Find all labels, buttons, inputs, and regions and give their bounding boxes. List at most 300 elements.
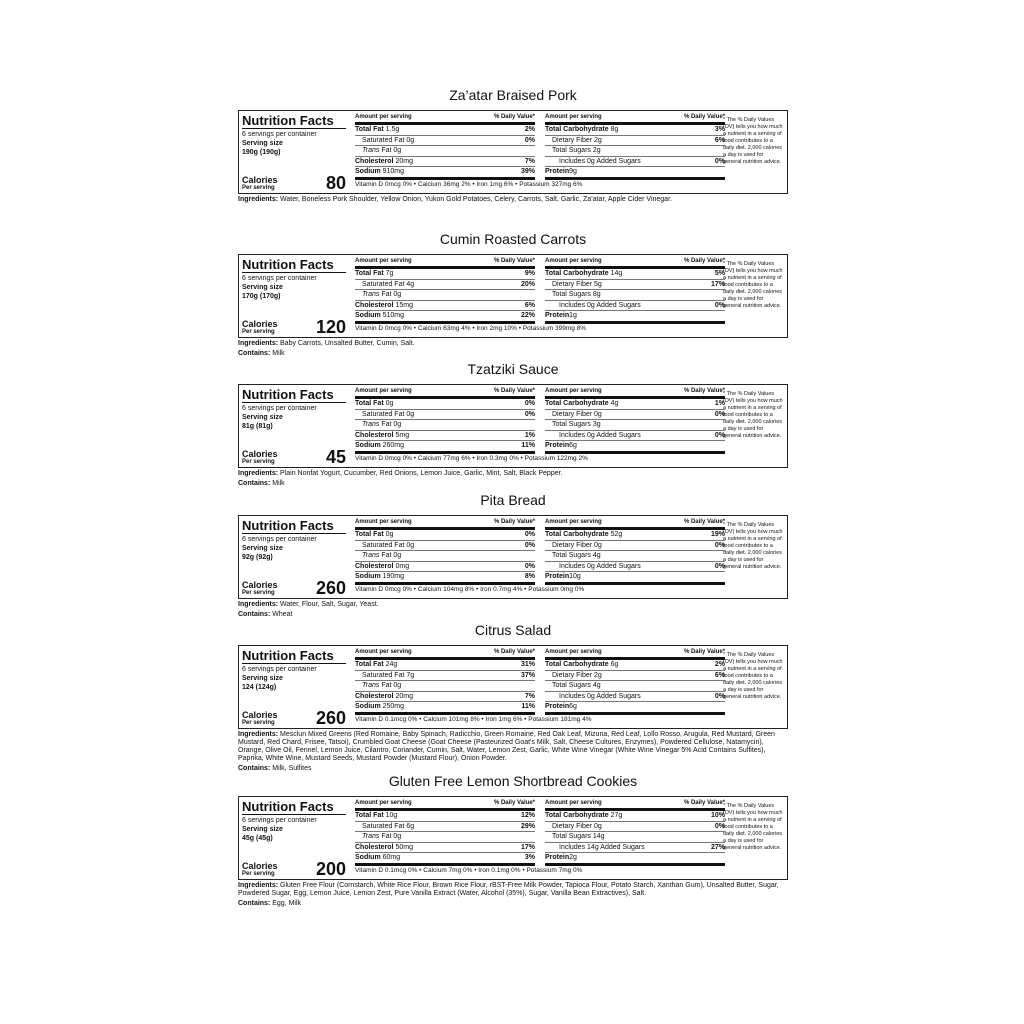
carb-label: Total Carbohydrate xyxy=(545,531,609,538)
added-sugars-label: Added Sugars xyxy=(596,692,641,700)
sugars-value: 8g xyxy=(592,291,601,298)
serving-size-value: 190g (190g) xyxy=(242,149,281,156)
sat-fat-label: Saturated Fat xyxy=(362,136,405,144)
fat-column xyxy=(355,646,535,715)
carb-label: Total Carbohydrate xyxy=(545,126,609,133)
total-fat-dv: 2% xyxy=(524,126,535,133)
calories-value: 260 xyxy=(315,578,346,598)
ingredients-text xyxy=(238,196,788,204)
sodium-label: Sodium xyxy=(355,573,381,580)
trans-fat-label: Fat xyxy=(381,147,392,154)
total-fat-dv: 31% xyxy=(520,661,535,668)
dv-footnote: * The % Daily Values (DV) tells you how much a nutrient in a serving of food contributes to a daily diet. 2,000 calories a day is used for general nutrition advice. xyxy=(723,261,783,309)
label-right-panel xyxy=(349,385,787,467)
contains-label: Contains: xyxy=(238,765,271,772)
fiber-label: Dietary Fiber xyxy=(552,410,593,418)
added-sugars-dv: 0% xyxy=(714,562,725,570)
sodium-value: 510mg xyxy=(382,312,405,319)
fiber-label: Dietary Fiber xyxy=(552,822,593,830)
dv-header: % Daily Value* xyxy=(493,258,535,264)
calories-block xyxy=(242,174,346,192)
sugars-value: 4g xyxy=(592,552,601,559)
added-sugars-dv: 0% xyxy=(714,692,725,700)
includes-label: Includes xyxy=(559,301,586,309)
carb-value: 6g xyxy=(610,661,619,668)
cholesterol-label: Cholesterol xyxy=(355,431,394,439)
product-title: Pita Bread xyxy=(480,492,546,508)
added-sugars-dv: 0% xyxy=(714,431,725,439)
dv-footnote: * The % Daily Values (DV) tells you how much a nutrient in a serving of food contributes to a daily diet. 2,000 calories a day is used for general nutrition advice. xyxy=(723,652,783,700)
product-section xyxy=(238,772,788,908)
trans-fat-label: Fat xyxy=(381,682,392,689)
sat-fat-label: Saturated Fat xyxy=(362,671,405,679)
vitamins-line: Vitamin D 0.1mcg 0% • Calcium 7mg 0% • Iron 0.1mg 0% • Potassium 7mg 0% xyxy=(355,867,583,874)
total-fat-value: 24g xyxy=(385,661,398,668)
contains-value: Milk, Sulfites xyxy=(272,765,312,772)
includes-label: Includes xyxy=(559,843,586,851)
nutrition-facts-heading: Nutrition Facts xyxy=(242,518,334,533)
dv-header: % Daily Value* xyxy=(493,388,535,394)
protein-value: 1g xyxy=(569,312,577,319)
calories-block xyxy=(242,709,346,727)
fiber-dv: 0% xyxy=(714,541,725,549)
contains-text xyxy=(238,350,788,358)
protein-value: 6g xyxy=(569,703,577,710)
cholesterol-dv: 7% xyxy=(524,157,535,165)
ingredients-value: Water, Flour, Salt, Sugar, Yeast. xyxy=(280,601,379,608)
calories-label: Calories xyxy=(242,580,278,590)
total-fat-value: 10g xyxy=(385,812,398,819)
protein-value: 9g xyxy=(569,168,577,175)
product-section xyxy=(238,360,788,488)
label-right-panel xyxy=(349,516,787,598)
carb-label: Total Carbohydrate xyxy=(545,270,609,277)
ingredients-label: Ingredients: xyxy=(238,601,279,608)
sat-fat-dv: 20% xyxy=(520,280,535,288)
fat-column xyxy=(355,385,535,454)
protein-label: Protein xyxy=(545,703,570,710)
sodium-label: Sodium xyxy=(355,854,381,861)
calories-value: 45 xyxy=(325,447,346,467)
includes-label: Includes xyxy=(559,157,586,165)
total-fat-label: Total Fat xyxy=(355,531,384,538)
added-sugars-value: 14g xyxy=(587,843,599,851)
label-left-panel xyxy=(239,255,349,337)
carb-value: 52g xyxy=(610,531,623,538)
trans-fat-value: 0g xyxy=(393,552,402,559)
added-sugars-label: Added Sugars xyxy=(596,431,641,439)
includes-label: Includes xyxy=(559,431,586,439)
ingredients-label: Ingredients: xyxy=(238,731,279,738)
contains-text xyxy=(238,900,788,908)
sodium-value: 910mg xyxy=(382,168,405,175)
added-sugars-label: Added Sugars xyxy=(596,157,641,165)
carb-dv: 1% xyxy=(714,400,725,407)
fiber-label: Dietary Fiber xyxy=(552,541,593,549)
per-serving-label: Per serving xyxy=(242,590,275,596)
sugars-label: Total Sugars xyxy=(552,421,591,428)
product-section xyxy=(238,491,788,619)
total-fat-value: 1.5g xyxy=(385,126,400,133)
added-sugars-value: 0g xyxy=(587,692,595,700)
vitamins-line: Vitamin D 0mcg 0% • Calcium 36mg 2% • Iron 1mg 6% • Potassium 327mg 6% xyxy=(355,181,583,188)
trans-fat-value: 0g xyxy=(393,147,402,154)
ingredients-value: Gluten Free Flour (Cornstarch, White Rice Flour, Brown Rice Flour, rBST-Free Milk Powder, Tapioca Flour, Potato Starch, Xanthan Gum), Unsalted Butter, Sugar, Powdered Sugar, Egg, Lemon Juice, Lemon Zest, Pure Vanilla Extract (Water, Alcohol (35%), Sugar, Vanilla Bean Extractives), Salt. xyxy=(238,882,779,897)
ingredients-value: Baby Carrots, Unsalted Butter, Cumin, Salt. xyxy=(280,340,415,347)
total-fat-dv: 12% xyxy=(520,812,535,819)
sat-fat-dv: 0% xyxy=(524,136,535,144)
added-sugars-dv: 0% xyxy=(714,301,725,309)
dv-header: % Daily Value* xyxy=(683,800,725,806)
sodium-dv: 11% xyxy=(521,442,535,449)
sodium-value: 60mg xyxy=(382,854,401,861)
sat-fat-label: Saturated Fat xyxy=(362,280,405,288)
carb-dv: 5% xyxy=(714,270,725,277)
dv-header: % Daily Value* xyxy=(493,519,535,525)
label-right-panel xyxy=(349,797,787,879)
cholesterol-value: 15mg xyxy=(395,301,413,309)
carb-dv: 10% xyxy=(710,812,725,819)
trans-fat-value: 0g xyxy=(393,833,402,840)
cholesterol-value: 50mg xyxy=(395,843,413,851)
cholesterol-label: Cholesterol xyxy=(355,562,394,570)
trans-fat-label: Fat xyxy=(381,291,392,298)
sat-fat-dv: 29% xyxy=(520,822,535,830)
nutrition-label xyxy=(238,796,788,880)
contains-label: Contains: xyxy=(238,900,271,907)
ingredients-value: Water, Boneless Pork Shoulder, Yellow Onion, Yukon Gold Potatoes, Celery, Carrots, Salt, Garlic, Za’atar, Apple Cider Vinegar. xyxy=(280,196,672,203)
vitamins-line: Vitamin D 0mcg 0% • Calcium 63mg 4% • Iron 2mg 10% • Potassium 399mg 8% xyxy=(355,325,587,332)
added-sugars-value: 0g xyxy=(587,431,595,439)
protein-label: Protein xyxy=(545,854,570,861)
product-title: Cumin Roasted Carrots xyxy=(439,231,587,247)
dv-header: % Daily Value* xyxy=(493,649,535,655)
protein-value: 2g xyxy=(569,854,577,861)
fiber-dv: 6% xyxy=(714,136,725,144)
total-fat-label: Total Fat xyxy=(355,270,384,277)
fiber-value: 0g xyxy=(594,822,602,830)
nutrition-facts-heading: Nutrition Facts xyxy=(242,257,334,272)
contains-value: Egg, Milk xyxy=(272,900,302,907)
total-fat-label: Total Fat xyxy=(355,126,384,133)
cholesterol-label: Cholesterol xyxy=(355,692,394,700)
total-fat-dv: 9% xyxy=(524,270,535,277)
serving-size-value: 170g (170g) xyxy=(242,293,281,300)
per-serving-label: Per serving xyxy=(242,720,275,726)
dv-footnote: * The % Daily Values (DV) tells you how much a nutrient in a serving of food contributes to a daily diet. 2,000 calories a day is used for general nutrition advice. xyxy=(723,803,783,851)
serving-size-value: 92g (92g) xyxy=(242,554,273,561)
ingredients-label: Ingredients: xyxy=(238,882,279,889)
protein-label: Protein xyxy=(545,442,570,449)
cholesterol-dv: 7% xyxy=(524,692,535,700)
total-fat-label: Total Fat xyxy=(355,661,384,668)
sat-fat-dv: 0% xyxy=(524,541,535,549)
per-serving-label: Per serving xyxy=(242,329,275,335)
trans-fat-value: 0g xyxy=(393,291,402,298)
carb-dv: 19% xyxy=(710,531,725,538)
sat-fat-label: Saturated Fat xyxy=(362,541,405,549)
total-fat-dv: 0% xyxy=(524,400,535,407)
sat-fat-value: 6g xyxy=(406,822,415,830)
cholesterol-dv: 0% xyxy=(524,562,535,570)
calories-value: 120 xyxy=(315,317,346,337)
protein-value: 10g xyxy=(569,573,581,580)
contains-text xyxy=(238,611,788,619)
label-left-panel xyxy=(239,385,349,467)
sugars-value: 2g xyxy=(592,147,601,154)
label-left-panel xyxy=(239,516,349,598)
sodium-dv: 11% xyxy=(521,703,535,710)
label-left-panel xyxy=(239,797,349,879)
fat-column xyxy=(355,516,535,585)
calories-block xyxy=(242,860,346,878)
fiber-value: 5g xyxy=(594,280,602,288)
servings-per-container: 6 servings per container xyxy=(242,666,317,673)
sat-fat-label: Saturated Fat xyxy=(362,410,405,418)
amount-header: Amount per serving xyxy=(545,649,602,655)
amount-header: Amount per serving xyxy=(355,258,412,264)
sugars-value: 14g xyxy=(592,833,605,840)
protein-label: Protein xyxy=(545,573,570,580)
ingredients-label: Ingredients: xyxy=(238,196,279,203)
product-section xyxy=(238,621,788,773)
carb-dv: 2% xyxy=(714,661,725,668)
calories-label: Calories xyxy=(242,175,278,185)
contains-text xyxy=(238,480,788,488)
fiber-value: 2g xyxy=(594,671,602,679)
cholesterol-value: 0mg xyxy=(395,562,410,570)
amount-header: Amount per serving xyxy=(355,800,412,806)
serving-size-label: Serving size xyxy=(242,826,283,833)
fiber-label: Dietary Fiber xyxy=(552,136,593,144)
added-sugars-value: 0g xyxy=(587,301,595,309)
per-serving-label: Per serving xyxy=(242,871,275,877)
cholesterol-value: 5mg xyxy=(395,431,410,439)
label-right-panel xyxy=(349,646,787,728)
dv-header: % Daily Value* xyxy=(683,258,725,264)
dv-header: % Daily Value* xyxy=(493,114,535,120)
fat-column xyxy=(355,255,535,324)
sat-fat-value: 0g xyxy=(406,410,415,418)
carb-value: 27g xyxy=(610,812,623,819)
nutrition-facts-heading: Nutrition Facts xyxy=(242,799,334,814)
amount-header: Amount per serving xyxy=(545,258,602,264)
contains-value: Wheat xyxy=(272,611,293,618)
servings-per-container: 6 servings per container xyxy=(242,405,317,412)
dv-header: % Daily Value* xyxy=(493,800,535,806)
dv-footnote: * The % Daily Values (DV) tells you how much a nutrient in a serving of food contributes to a daily diet. 2,000 calories a day is used for general nutrition advice. xyxy=(723,522,783,570)
ingredients-text xyxy=(238,731,788,763)
trans-fat-label: Fat xyxy=(381,421,392,428)
serving-size-label: Serving size xyxy=(242,545,283,552)
amount-header: Amount per serving xyxy=(355,114,412,120)
sodium-value: 190mg xyxy=(382,573,405,580)
carb-label: Total Carbohydrate xyxy=(545,812,609,819)
sodium-label: Sodium xyxy=(355,168,381,175)
sodium-value: 250mg xyxy=(382,703,405,710)
sugars-label: Total Sugars xyxy=(552,147,591,154)
amount-header: Amount per serving xyxy=(545,114,602,120)
ingredients-text xyxy=(238,340,788,348)
includes-label: Includes xyxy=(559,562,586,570)
added-sugars-dv: 0% xyxy=(714,157,725,165)
product-section xyxy=(238,230,788,358)
amount-header: Amount per serving xyxy=(545,388,602,394)
nutrition-label xyxy=(238,645,788,729)
total-fat-label: Total Fat xyxy=(355,400,384,407)
serving-size-label: Serving size xyxy=(242,284,283,291)
sugars-value: 4g xyxy=(592,682,601,689)
vitamins-line: Vitamin D 0mcg 0% • Calcium 104mg 8% • Iron 0.7mg 4% • Potassium 0mg 0% xyxy=(355,586,585,593)
dv-header: % Daily Value* xyxy=(683,649,725,655)
vitamins-line: Vitamin D 0mcg 0% • Calcium 77mg 6% • Iron 0.3mg 0% • Potassium 122mg 2% xyxy=(355,455,588,462)
calories-label: Calories xyxy=(242,710,278,720)
nutrition-label xyxy=(238,384,788,468)
cholesterol-dv: 1% xyxy=(524,431,535,439)
sat-fat-dv: 0% xyxy=(524,410,535,418)
carb-value: 14g xyxy=(610,270,623,277)
carb-column xyxy=(545,111,725,180)
sodium-label: Sodium xyxy=(355,442,381,449)
trans-label: Trans xyxy=(362,421,380,428)
total-fat-label: Total Fat xyxy=(355,812,384,819)
calories-label: Calories xyxy=(242,861,278,871)
amount-header: Amount per serving xyxy=(355,649,412,655)
fiber-value: 0g xyxy=(594,541,602,549)
amount-header: Amount per serving xyxy=(545,519,602,525)
cholesterol-value: 20mg xyxy=(395,157,413,165)
fiber-value: 0g xyxy=(594,410,602,418)
trans-fat-label: Fat xyxy=(381,552,392,559)
ingredients-label: Ingredients: xyxy=(238,340,279,347)
cholesterol-label: Cholesterol xyxy=(355,157,394,165)
label-left-panel xyxy=(239,646,349,728)
cholesterol-dv: 6% xyxy=(524,301,535,309)
label-right-panel xyxy=(349,255,787,337)
carb-dv: 3% xyxy=(714,126,725,133)
sugars-label: Total Sugars xyxy=(552,833,591,840)
ingredients-text xyxy=(238,882,788,898)
servings-per-container: 6 servings per container xyxy=(242,275,317,282)
trans-fat-value: 0g xyxy=(393,682,402,689)
sodium-dv: 3% xyxy=(524,854,535,861)
nutrition-facts-heading: Nutrition Facts xyxy=(242,113,334,128)
sugars-label: Total Sugars xyxy=(552,682,591,689)
vitamins-line: Vitamin D 0.1mcg 0% • Calcium 101mg 8% • Iron 1mg 6% • Potassium 181mg 4% xyxy=(355,716,592,723)
sat-fat-label: Saturated Fat xyxy=(362,822,405,830)
protein-label: Protein xyxy=(545,168,570,175)
added-sugars-value: 0g xyxy=(587,562,595,570)
added-sugars-label: Added Sugars xyxy=(596,301,641,309)
carb-column xyxy=(545,385,725,454)
dv-header: % Daily Value* xyxy=(683,388,725,394)
dv-footnote: * The % Daily Values (DV) tells you how much a nutrient in a serving of food contributes to a daily diet. 2,000 calories a day is used for general nutrition advice. xyxy=(723,117,783,165)
sodium-label: Sodium xyxy=(355,312,381,319)
product-title: Citrus Salad xyxy=(474,622,552,638)
product-title: Gluten Free Lemon Shortbread Cookies xyxy=(388,773,638,789)
sat-fat-value: 0g xyxy=(406,541,415,549)
added-sugars-label: Added Sugars xyxy=(596,562,641,570)
sat-fat-dv: 37% xyxy=(520,671,535,679)
amount-header: Amount per serving xyxy=(355,519,412,525)
sat-fat-value: 7g xyxy=(406,671,415,679)
dv-footnote: * The % Daily Values (DV) tells you how much a nutrient in a serving of food contributes to a daily diet. 2,000 calories a day is used for general nutrition advice. xyxy=(723,391,783,439)
fiber-value: 2g xyxy=(594,136,602,144)
cholesterol-dv: 17% xyxy=(520,843,535,851)
fiber-label: Dietary Fiber xyxy=(552,671,593,679)
carb-value: 8g xyxy=(610,126,619,133)
sodium-label: Sodium xyxy=(355,703,381,710)
carb-label: Total Carbohydrate xyxy=(545,661,609,668)
nutrition-facts-heading: Nutrition Facts xyxy=(242,648,334,663)
trans-label: Trans xyxy=(362,552,380,559)
per-serving-label: Per serving xyxy=(242,459,275,465)
fiber-dv: 17% xyxy=(710,280,725,288)
trans-label: Trans xyxy=(362,147,380,154)
ingredients-value: Mesclun Mixed Greens (Red Romaine, Baby Spinach, Radicchio, Green Romaine, Red Oak Leaf, Mizuna, Red Leaf, Lollo Rosso, Arugula, Red Mustard, Green Mustard, Red Chard, Frisee, Tatsoi), Crumbled Goat Cheese (Goat Cheese (Pasteurized Goat's Milk, Salt, Cheese Cultures, Enzymes), Powdered Cellulose, Natamycin), Orange, Olive Oil, Fennel, Lemon Juice, Cilantro, Coriander, Cumin, Salt, Water, Lemon Zest, Garlic, White Wine Vinegar (White Wine Vinegar 5% Acid Contains Sulfites), Paprika, White Wine, Mustard Seeds, Mustard Powder (Mustard Flour), Onion Powder. xyxy=(238,731,775,762)
nutrition-label xyxy=(238,110,788,194)
carb-column xyxy=(545,516,725,585)
total-fat-dv: 0% xyxy=(524,531,535,538)
contains-label: Contains: xyxy=(238,350,271,357)
sodium-dv: 39% xyxy=(520,168,535,175)
added-sugars-label: Added Sugars xyxy=(600,843,645,851)
calories-label: Calories xyxy=(242,319,278,329)
sat-fat-value: 0g xyxy=(406,136,415,144)
fiber-dv: 6% xyxy=(714,671,725,679)
amount-header: Amount per serving xyxy=(545,800,602,806)
amount-header: Amount per serving xyxy=(355,388,412,394)
dv-header: % Daily Value* xyxy=(683,519,725,525)
total-fat-value: 0g xyxy=(385,400,394,407)
protein-label: Protein xyxy=(545,312,570,319)
trans-fat-label: Fat xyxy=(381,833,392,840)
carb-column xyxy=(545,255,725,324)
calories-label: Calories xyxy=(242,449,278,459)
calories-block xyxy=(242,579,346,597)
trans-fat-value: 0g xyxy=(393,421,402,428)
contains-value: Milk xyxy=(272,350,285,357)
calories-value: 200 xyxy=(315,859,346,879)
servings-per-container: 6 servings per container xyxy=(242,817,317,824)
cholesterol-value: 20mg xyxy=(395,692,413,700)
added-sugars-value: 0g xyxy=(587,157,595,165)
total-fat-value: 7g xyxy=(385,270,394,277)
product-title: Tzatziki Sauce xyxy=(467,361,559,377)
sugars-label: Total Sugars xyxy=(552,552,591,559)
serving-size-label: Serving size xyxy=(242,140,283,147)
trans-label: Trans xyxy=(362,291,380,298)
nutrition-label xyxy=(238,515,788,599)
ingredients-value: Plain Nonfat Yogurt, Cucumber, Red Onions, Lemon Juice, Garlic, Mint, Salt, Black Pepper. xyxy=(280,470,563,477)
trans-label: Trans xyxy=(362,682,380,689)
nutrition-label xyxy=(238,254,788,338)
includes-label: Includes xyxy=(559,692,586,700)
sat-fat-value: 4g xyxy=(406,280,415,288)
calories-value: 260 xyxy=(315,708,346,728)
nutrition-facts-heading: Nutrition Facts xyxy=(242,387,334,402)
servings-per-container: 6 servings per container xyxy=(242,536,317,543)
serving-size-label: Serving size xyxy=(242,675,283,682)
servings-per-container: 6 servings per container xyxy=(242,131,317,138)
calories-block xyxy=(242,448,346,466)
sodium-value: 260mg xyxy=(382,442,405,449)
cholesterol-label: Cholesterol xyxy=(355,843,394,851)
carb-column xyxy=(545,646,725,715)
calories-value: 80 xyxy=(325,173,346,193)
fiber-dv: 0% xyxy=(714,410,725,418)
ingredients-label: Ingredients: xyxy=(238,470,279,477)
